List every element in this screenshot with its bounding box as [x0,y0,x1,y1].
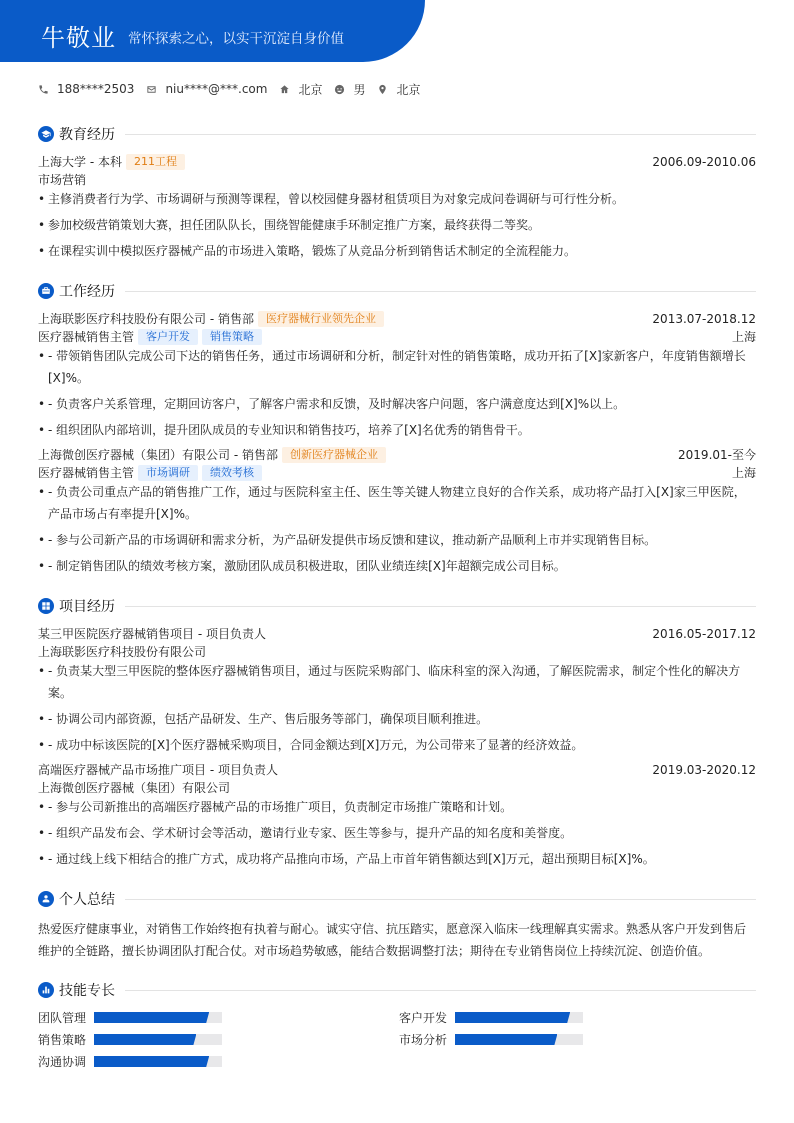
section-divider [125,134,756,135]
education-header-row [38,153,756,170]
company-tag: 医疗器械行业领先企业 [258,311,384,327]
list-item: • - 负责某大型三甲医院的整体医疗器械销售项目，通过与医院采购部门、临床科室的深入沟通，了解医院需求，制定个性化的解决方案。 [38,664,741,700]
project-title: 高端医疗器械产品市场推广项目 - 项目负责人 [38,763,278,777]
skill-bar-fill [94,1056,209,1067]
section-divider [125,606,756,607]
work-header-row [38,446,756,463]
company-name: 上海微创医疗器械（集团）有限公司 - 销售部 [38,448,278,462]
work-city: 上海 [731,466,756,480]
bar-chart-icon [38,982,54,998]
work-city: 上海 [731,330,756,344]
skill-tag: 销售策略 [202,329,262,345]
user-face-icon [334,84,345,95]
skills-section-header [38,980,756,1000]
section-title: 工作经历 [59,284,115,300]
company-tag: 创新医疗器械企业 [282,447,386,463]
hometown-value: 北京 [298,82,323,97]
project-dates: 2016.05-2017.12 [652,626,756,641]
briefcase-icon [38,283,54,299]
header-banner [0,0,425,62]
skill-name: 客户开发 [399,1011,448,1025]
location-pin-icon [377,84,388,95]
skill-bar-fill [94,1034,196,1045]
list-item: • - 通过线上线下相结合的推广方式，成功将产品推向市场，产品上市首年销售额达到[X]万元，超出预期目标[X]%。 [38,852,655,866]
candidate-motto: 常怀探索之心，以实干沉淀自身价值 [128,31,344,47]
project-title: 某三甲医院医疗器械销售项目 - 项目负责人 [38,627,266,641]
skill-row [38,1009,222,1026]
contact-phone [38,82,134,96]
person-icon [38,891,54,907]
contact-location [377,81,420,98]
contact-gender [334,81,365,98]
list-item: • 在课程实训中模拟医疗器械产品的市场进入策略，锻炼了从竞品分析到销售话术制定的全流程能力。 [38,244,577,258]
list-item: • - 组织产品发布会、学术研讨会等活动，邀请行业专家、医生等参与，提升产品的知名度和美誉度。 [38,826,573,840]
skill-bar-track [94,1034,222,1045]
skill-row [399,1031,583,1048]
job-title: 医疗器械销售主管 [38,466,135,480]
skill-tag: 客户开发 [138,329,198,345]
home-icon [279,84,290,95]
contact-hometown [279,81,322,98]
list-item: • - 参与公司新产品的市场调研和需求分析，为产品研发提供市场反馈和建议，推动新产品顺利上市并实现销售目标。 [38,533,657,547]
skill-bar-track [94,1012,222,1023]
education-dates: 2006.09-2010.06 [652,154,756,169]
summary-section-header [38,889,756,909]
project-org-row [38,643,756,660]
work-header-row [38,310,756,327]
project-header-row [38,625,756,642]
work-section-header [38,281,756,301]
skill-bar-track [455,1012,583,1023]
skill-bar-track [455,1034,583,1045]
section-divider [125,291,756,292]
phone-number: 188****2503 [57,82,135,96]
skill-bar-fill [455,1034,557,1045]
company-name: 上海联影医疗科技股份有限公司 - 销售部 [38,312,254,326]
section-title: 技能专长 [59,983,115,999]
summary-text: 热爱医疗健康事业，对销售工作始终抱有执着与耐心。诚实守信、抗压踏实，愿意深入临床一线理解真实需求。熟悉从客户开发到售后维护的全链路，擅长协调团队打配合仗。对市场趋势敏感，能结合数据调整打法；期待在专业销售岗位上持续沉淀、创造价值。 [38,922,747,958]
list-item: • - 负责客户关系管理，定期回访客户，了解客户需求和反馈，及时解决客户问题，客户满意度达到[X]%以上。 [38,397,626,411]
major-name: 市场营销 [38,173,87,187]
work-dates: 2019.01-至今 [678,448,756,462]
skill-bar-fill [455,1012,570,1023]
list-item: • - 制定销售团队的绩效考核方案，激励团队成员积极进取，团队业绩连续[X]年超额完成公司目标。 [38,559,566,573]
list-item: • - 负责公司重点产品的销售推广工作，通过与医院科室主任、医生等关键人物建立良好的合作关系，成功将产品打入[X]家三甲医院，产品市场占有率提升[X]%。 [38,485,746,521]
list-item: • 主修消费者行为学、市场调研与预测等课程，曾以校园健身器材租赁项目为对象完成问卷调研与可行性分析。 [38,192,625,206]
project-org: 上海微创医疗器械（集团）有限公司 [38,781,231,795]
list-item: • - 带领销售团队完成公司下达的销售任务，通过市场调研和分析，制定针对性的销售策略，成功开拓了[X]家新客户，年度销售额增长[X]%。 [38,349,746,385]
list-item: • - 成功中标该医院的[X]个医疗器械采购项目，合同金额达到[X]万元，为公司带来了显著的经济效益。 [38,738,584,752]
phone-icon [38,84,49,95]
school-tag: 211工程 [126,154,185,170]
skill-row [399,1009,583,1026]
contact-email [146,82,267,96]
skill-row [38,1031,222,1048]
section-title: 项目经历 [59,599,115,615]
skill-bar-fill [94,1012,209,1023]
email-address: niu****@***.com [165,82,268,96]
skill-tag: 市场调研 [138,465,198,481]
school-name: 上海大学 - 本科 [38,155,122,169]
list-item: • - 组织团队内部培训，提升团队成员的专业知识和销售技巧，培养了[X]名优秀的销售骨干。 [38,423,530,437]
skill-tag: 绩效考核 [202,465,262,481]
gender-value: 男 [353,82,366,97]
section-title: 个人总结 [59,892,115,908]
skill-name: 团队管理 [38,1011,87,1025]
list-item: • 参加校级营销策划大赛，担任团队队长，围绕智能健康手环制定推广方案，最终获得二等奖。 [38,218,541,232]
graduation-cap-icon [38,126,54,142]
work-role-row [38,328,756,345]
section-divider [125,990,756,991]
education-section-header [38,124,756,144]
location-value: 北京 [396,82,421,97]
work-dates: 2013.07-2018.12 [652,311,756,326]
section-divider [125,899,756,900]
skill-name: 沟通协调 [38,1055,87,1069]
grid-icon [38,598,54,614]
list-item: • - 参与公司新推出的高端医疗器械产品的市场推广项目，负责制定市场推广策略和计划。 [38,800,513,814]
project-org-row [38,779,756,796]
skill-bar-track [94,1056,222,1067]
education-major-row [38,171,756,188]
skill-row [38,1053,222,1070]
project-dates: 2019.03-2020.12 [652,762,756,777]
contact-bar [38,80,433,98]
skill-name: 市场分析 [399,1033,448,1047]
job-title: 医疗器械销售主管 [38,330,135,344]
candidate-name: 牛敬业 [41,24,116,52]
list-item: • - 协调公司内部资源，包括产品研发、生产、售后服务等部门，确保项目顺利推进。 [38,712,489,726]
project-section-header [38,596,756,616]
project-org: 上海联影医疗科技股份有限公司 [38,645,207,659]
section-title: 教育经历 [59,127,115,143]
work-role-row [38,464,756,481]
skill-name: 销售策略 [38,1033,87,1047]
mail-icon [146,84,157,95]
project-header-row [38,761,756,778]
